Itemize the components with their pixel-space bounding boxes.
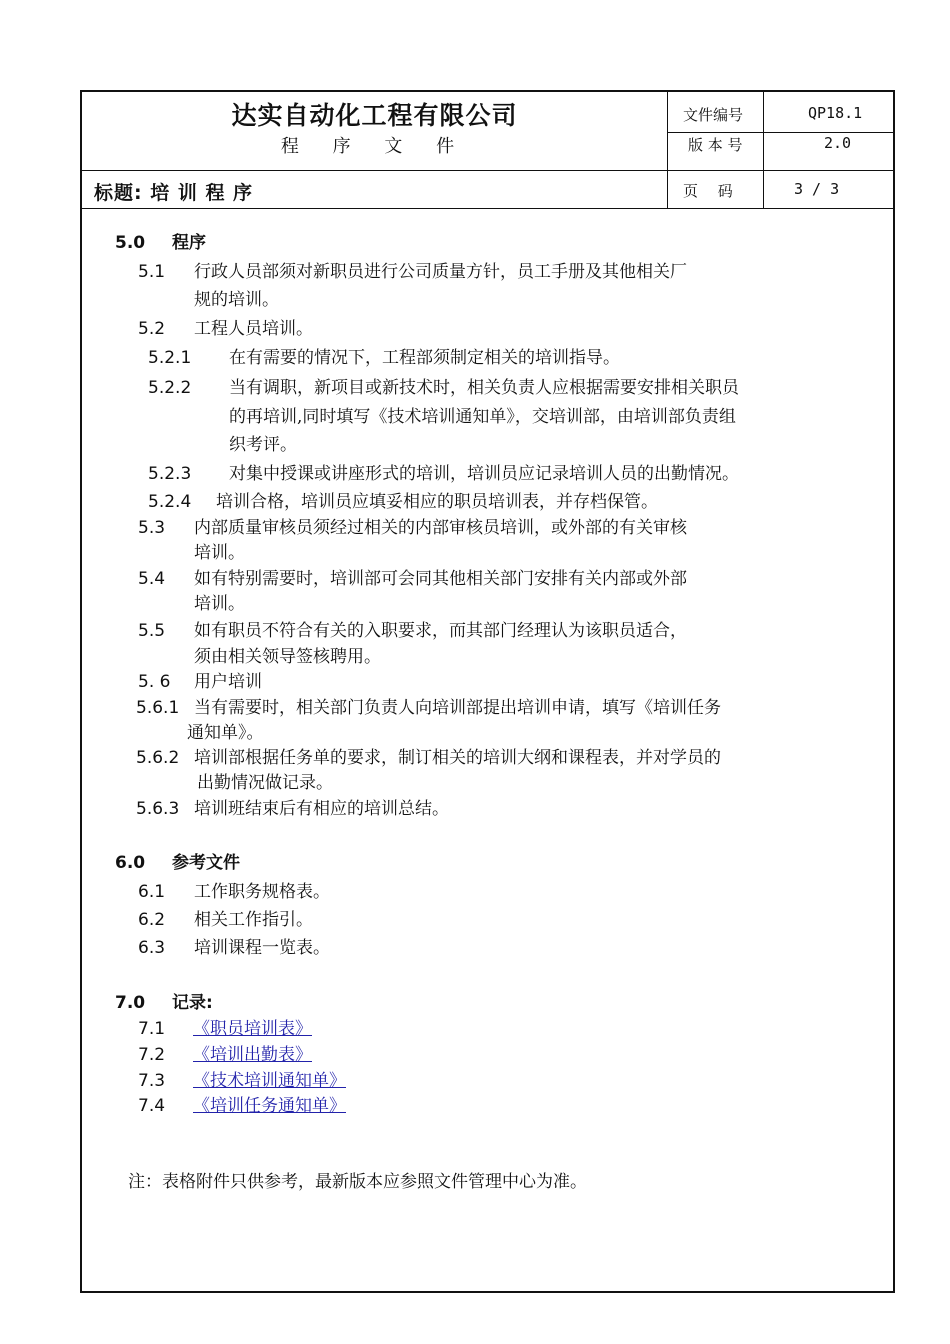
item-number: 7.2 xyxy=(138,1045,166,1065)
company-name: 达实自动化工程有限公司 xyxy=(231,101,518,130)
item-text: 如有特别需要时，培训部可会同其他相关部门安排有关内部或外部 xyxy=(194,569,687,589)
item-number: 6.1 xyxy=(138,882,166,902)
item-number: 5.2.2 xyxy=(148,378,192,398)
record-link[interactable]: 《培训任务通知单》 xyxy=(193,1096,346,1116)
section-number: 5.0 xyxy=(115,233,146,253)
record-link[interactable]: 《培训出勤表》 xyxy=(193,1045,312,1065)
item-text: 工程人员培训。 xyxy=(194,319,313,339)
item-text: 通知单》。 xyxy=(187,723,264,743)
item-text: 规的培训。 xyxy=(194,290,279,310)
document-title: 标题: 培 训 程 序 xyxy=(94,182,254,204)
item-number: 5.2.4 xyxy=(148,492,192,512)
header-col2-line xyxy=(763,92,764,208)
item-number: 5.2.3 xyxy=(148,464,192,484)
item-text: 培训部根据任务单的要求，制订相关的培训大纲和课程表，并对学员的 xyxy=(194,748,721,768)
item-text: 行政人员部须对新职员进行公司质量方针，员工手册及其他相关厂 xyxy=(194,262,687,282)
item-number: 5.4 xyxy=(138,569,166,589)
item-text: 出勤情况做记录。 xyxy=(197,773,333,793)
doc-no-value: QP18.1 xyxy=(808,104,863,122)
version-value: 2.0 xyxy=(824,134,852,152)
doc-no-divider xyxy=(667,132,893,133)
item-text: 当有需要时，相关部门负责人向培训部提出培训申请，填写《培训任务 xyxy=(194,698,721,718)
item-text: 工作职务规格表。 xyxy=(194,882,330,902)
item-text: 如有职员不符合有关的入职要求，而其部门经理认为该职员适合， xyxy=(194,621,687,641)
item-text: 须由相关领导签核聘用。 xyxy=(194,647,381,667)
item-text: 相关工作指引。 xyxy=(194,910,313,930)
header-divider xyxy=(82,170,893,171)
item-number: 5.1 xyxy=(138,262,166,282)
item-number: 5. 6 xyxy=(138,672,171,692)
header-col1-line xyxy=(667,92,668,208)
item-text: 培训班结束后有相应的培训总结。 xyxy=(194,799,449,819)
item-text: 织考评。 xyxy=(229,435,297,455)
item-number: 6.3 xyxy=(138,938,166,958)
item-text: 在有需要的情况下，工程部须制定相关的培训指导。 xyxy=(229,348,620,368)
item-text: 用户培训 xyxy=(194,672,262,692)
record-link[interactable]: 《技术培训通知单》 xyxy=(193,1071,346,1091)
section-number: 6.0 xyxy=(115,853,146,873)
item-number: 7.1 xyxy=(138,1019,166,1039)
item-number: 5.3 xyxy=(138,518,166,538)
section-title: 程序 xyxy=(172,233,206,253)
page-value: 3 / 3 xyxy=(794,180,840,198)
document-type: 程 序 文 件 xyxy=(280,136,469,157)
doc-no-label: 文件编号 xyxy=(683,106,744,124)
footnote: 注：表格附件只供参考，最新版本应参照文件管理中心为准。 xyxy=(128,1172,587,1192)
version-label: 版 本 号 xyxy=(688,136,743,154)
item-text: 培训。 xyxy=(194,594,245,614)
header-bottom-line xyxy=(82,208,893,209)
item-text: 当有调职，新项目或新技术时，相关负责人应根据需要安排相关职员 xyxy=(229,378,739,398)
item-number: 5.5 xyxy=(138,621,166,641)
section-number: 7.0 xyxy=(115,993,146,1013)
section-title: 记录: xyxy=(172,993,213,1013)
item-text: 内部质量审核员须经过相关的内部审核员培训，或外部的有关审核 xyxy=(194,518,687,538)
record-link[interactable]: 《职员培训表》 xyxy=(193,1019,312,1039)
item-number: 5.6.2 xyxy=(136,748,180,768)
item-number: 5.6.1 xyxy=(136,698,180,718)
item-number: 7.4 xyxy=(138,1096,166,1116)
item-number: 6.2 xyxy=(138,910,166,930)
page-label: 页 码 xyxy=(683,182,733,200)
item-number: 5.6.3 xyxy=(136,799,180,819)
item-text: 对集中授课或讲座形式的培训，培训员应记录培训人员的出勤情况。 xyxy=(229,464,739,484)
item-number: 7.3 xyxy=(138,1071,166,1091)
section-title: 参考文件 xyxy=(172,853,240,873)
item-text: 的再培训,同时填写《技术培训通知单》，交培训部，由培训部负责组 xyxy=(229,407,736,427)
item-number: 5.2.1 xyxy=(148,348,192,368)
item-number: 5.2 xyxy=(138,319,166,339)
item-text: 培训。 xyxy=(194,543,245,563)
item-text: 培训合格，培训员应填妥相应的职员培训表，并存档保管。 xyxy=(216,492,658,512)
item-text: 培训课程一览表。 xyxy=(194,938,330,958)
